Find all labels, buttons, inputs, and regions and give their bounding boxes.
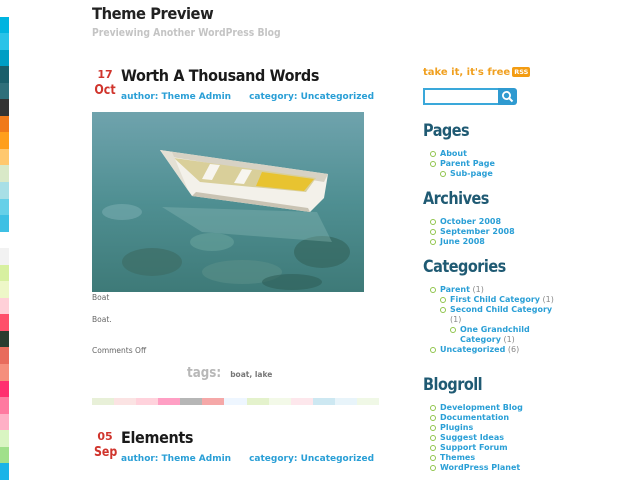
divider-segment: [202, 398, 224, 405]
divider-segment: [180, 398, 202, 405]
divider-segment: [357, 398, 379, 405]
category-link-count: (6): [505, 345, 520, 354]
stripe-segment: [0, 430, 9, 447]
blogroll-link-label[interactable]: Support Forum: [440, 443, 508, 452]
post-title[interactable]: Elements: [121, 428, 194, 447]
divider-segment: [92, 398, 114, 405]
archive-link[interactable]: [430, 217, 560, 227]
category-link-count: (1): [540, 295, 554, 304]
stripe-segment: [0, 331, 9, 348]
stripe-segment: [0, 298, 9, 315]
post-image-boat[interactable]: [92, 112, 364, 292]
stripe-segment: [0, 397, 9, 414]
search-button[interactable]: [498, 88, 517, 105]
stripe-segment: [0, 347, 9, 364]
stripe-segment: [0, 99, 9, 116]
stripe-segment: [0, 215, 9, 232]
stripe-segment: [0, 248, 9, 265]
blogroll-list: [430, 403, 560, 473]
stripe-segment: [0, 199, 9, 216]
tags-label: tags:: [187, 365, 222, 381]
page-link-label[interactable]: Parent Page: [440, 159, 495, 168]
post-date-month: Oct: [94, 83, 116, 98]
rss-subscribe-link[interactable]: [423, 67, 530, 78]
post-meta: [121, 454, 374, 464]
blogroll-link[interactable]: [430, 463, 560, 473]
categories-widget-title: Categories: [423, 257, 506, 277]
page-link[interactable]: [440, 169, 560, 179]
pages-list: [430, 149, 560, 179]
stripe-segment: [0, 0, 9, 17]
stripe-segment: [0, 132, 9, 149]
category-link[interactable]: [430, 345, 560, 355]
comments-off-label: Comments Off: [92, 346, 147, 355]
post-title[interactable]: Worth A Thousand Words: [121, 66, 320, 85]
archive-link-label[interactable]: October 2008: [440, 217, 502, 226]
stripe-segment: [0, 66, 9, 83]
stripe-segment: [0, 116, 9, 133]
category-link-label[interactable]: Uncategorized: [440, 345, 506, 354]
blogroll-widget-title: Blogroll: [423, 375, 483, 395]
blogroll-link[interactable]: [430, 453, 560, 463]
post-author-link[interactable]: author: Theme Admin: [121, 92, 232, 102]
stripe-segment: [0, 182, 9, 199]
divider-segment: [136, 398, 158, 405]
category-link-label[interactable]: First Child Category: [450, 295, 540, 304]
stripe-segment: [0, 50, 9, 67]
decorative-color-stripe: [0, 0, 9, 480]
category-link-label[interactable]: Parent: [440, 285, 470, 294]
divider-segment: [291, 398, 313, 405]
category-link[interactable]: [440, 305, 560, 325]
archive-link-label[interactable]: September 2008: [440, 227, 515, 236]
stripe-segment: [0, 265, 9, 282]
blogroll-link-label[interactable]: Plugins: [440, 423, 474, 432]
rss-promo-text: take it, it's free: [423, 67, 511, 78]
stripe-segment: [0, 149, 9, 166]
post-divider: [92, 398, 379, 405]
category-link-label[interactable]: Second Child Category: [450, 305, 553, 314]
category-link[interactable]: [430, 285, 560, 295]
divider-segment: [335, 398, 357, 405]
blogroll-link-label[interactable]: Development Blog: [440, 403, 523, 412]
stripe-segment: [0, 33, 9, 50]
post-date: [92, 430, 118, 461]
search-input[interactable]: [423, 88, 499, 105]
blogroll-link[interactable]: [430, 423, 560, 433]
divider-segment: [269, 398, 291, 405]
blogroll-link[interactable]: [430, 403, 560, 413]
site-title[interactable]: Theme Preview: [92, 4, 214, 23]
post-category-link[interactable]: category: Uncategorized: [249, 92, 375, 102]
blogroll-link[interactable]: [430, 433, 560, 443]
stripe-segment: [0, 463, 9, 480]
stripe-segment: [0, 364, 9, 381]
stripe-segment: [0, 381, 9, 398]
divider-segment: [313, 398, 335, 405]
rss-icon[interactable]: RSS: [514, 68, 529, 76]
stripe-segment: [0, 447, 9, 464]
archive-link[interactable]: [430, 227, 560, 237]
category-link-count: (1): [500, 335, 515, 344]
archives-widget-title: Archives: [423, 189, 489, 209]
category-link-count: (1): [469, 285, 484, 294]
post-excerpt: Boat.: [92, 315, 112, 324]
stripe-segment: [0, 17, 9, 34]
divider-segment: [158, 398, 180, 405]
category-link[interactable]: [440, 295, 560, 305]
stripe-segment: [0, 232, 9, 249]
archive-link-label[interactable]: June 2008: [440, 237, 485, 246]
category-link[interactable]: [450, 325, 560, 345]
site-description: Previewing Another WordPress Blog: [92, 27, 281, 39]
divider-segment: [114, 398, 136, 405]
post-date-day: 05: [97, 430, 113, 443]
stripe-segment: [0, 83, 9, 100]
blogroll-link-label[interactable]: Suggest Ideas: [440, 433, 504, 442]
post-date-day: 17: [97, 68, 113, 81]
post-category-link[interactable]: category: Uncategorized: [249, 454, 375, 464]
blogroll-link-label[interactable]: Documentation: [440, 413, 510, 422]
search-icon: [501, 90, 514, 103]
page-link[interactable]: [430, 159, 560, 169]
stripe-segment: [0, 314, 9, 331]
search-form: [423, 88, 517, 105]
categories-list: [430, 285, 560, 355]
stripe-segment: [0, 414, 9, 431]
blogroll-link-label[interactable]: WordPress Planet: [440, 463, 521, 472]
post-date: [92, 68, 118, 99]
image-caption: Boat: [92, 293, 110, 302]
category-link-label[interactable]: One Grandchild Category: [460, 325, 530, 344]
blogroll-link[interactable]: [430, 443, 560, 453]
post-tags: [187, 362, 272, 381]
archive-link[interactable]: [430, 237, 560, 247]
divider-segment: [224, 398, 246, 405]
page-link-label[interactable]: Sub-page: [450, 169, 493, 178]
post-author-link[interactable]: author: Theme Admin: [121, 454, 232, 464]
archives-list: [430, 217, 560, 247]
page-link[interactable]: [430, 149, 560, 159]
pages-widget-title: Pages: [423, 121, 470, 141]
stripe-segment: [0, 165, 9, 182]
post-date-month: Sep: [93, 445, 118, 460]
blogroll-link[interactable]: [430, 413, 560, 423]
page-link-label[interactable]: About: [440, 149, 467, 158]
stripe-segment: [0, 281, 9, 298]
blogroll-link-label[interactable]: Themes: [440, 453, 476, 462]
tags-links[interactable]: boat, lake: [230, 370, 273, 379]
divider-segment: [247, 398, 269, 405]
post-meta: [121, 92, 374, 102]
category-link-count: (1): [450, 315, 462, 324]
